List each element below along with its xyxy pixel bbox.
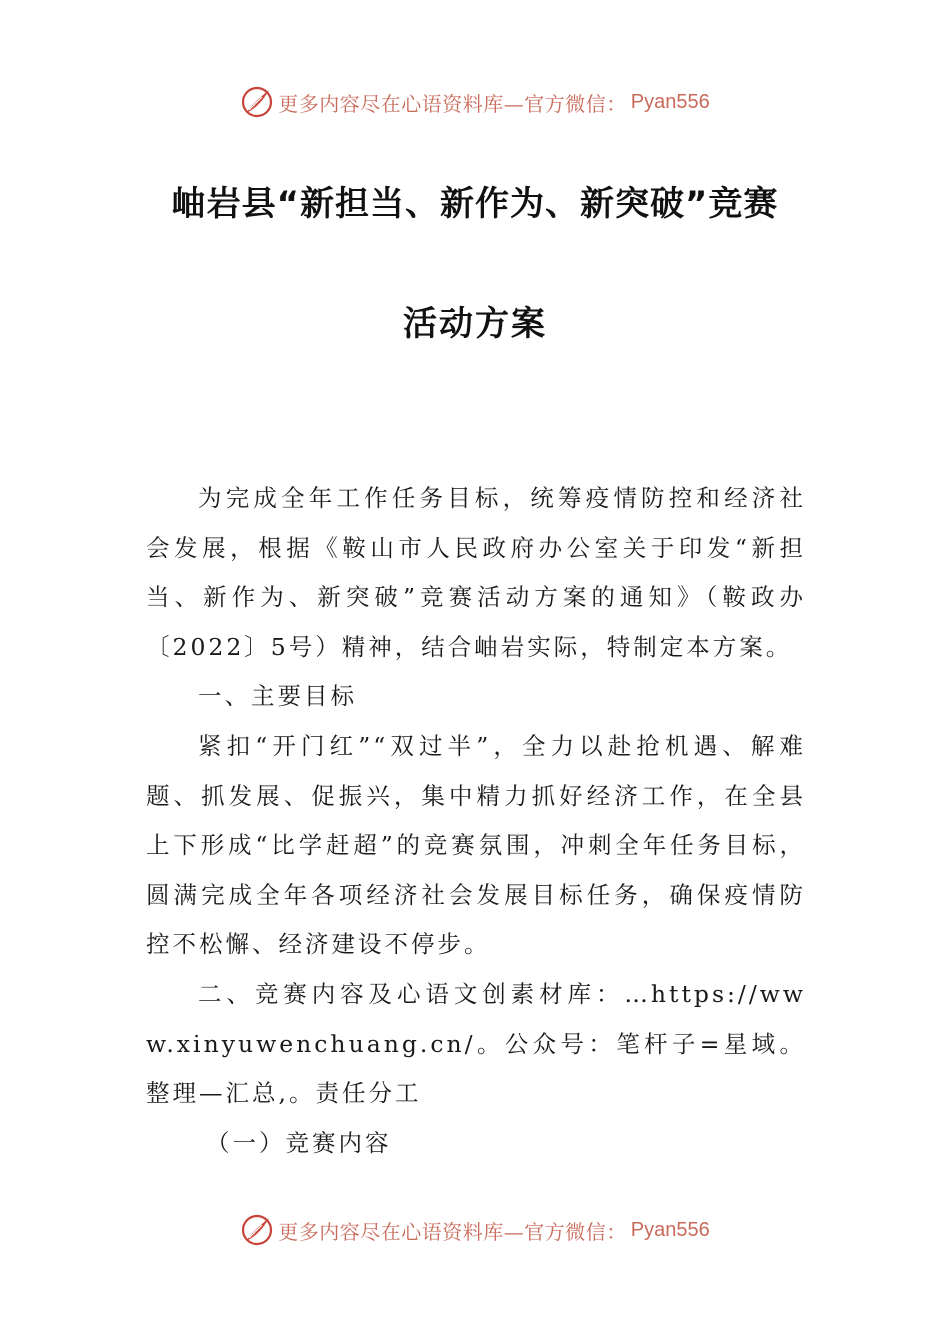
document-title-line1: 岫岩县“新担当、新作为、新突破”竞赛 [171, 184, 779, 224]
watermark-banner-bottom [0, 1210, 950, 1250]
watermark-banner-top [0, 82, 950, 122]
subsection-heading-content: （一）竞赛内容 [206, 1128, 392, 1157]
intro-paragraph: 为完成全年工作任务目标，统筹疫情防控和经济社会发展，根据《鞍山市人民政府办公室关于印发“新担当、新作为、新突破”竞赛活动方案的通知》（鞍政办〔2022〕5号）精神，结合岫岩实际，特制定本方案。 [146, 484, 806, 661]
quill-pen-logo-icon [240, 85, 274, 119]
watermark-handle: Pyan556 [630, 1218, 710, 1241]
watermark-text: 更多内容尽在心语资料库—官方微信： [278, 1219, 627, 1244]
section-heading-main-goals: 一、主要目标 [198, 682, 357, 711]
quill-pen-logo-icon [240, 1213, 274, 1247]
section-heading-content: 二、竞赛内容及心语文创素材库：…https://www.xinyuwenchuang.cn/。公众号：笔杆子=星域。整理—汇总,。责任分工 [146, 979, 806, 1108]
document-body [146, 474, 806, 1168]
watermark-text: 更多内容尽在心语资料库—官方微信： [278, 91, 627, 116]
goals-paragraph: 紧扣“开门红”“双过半”，全力以赴抢机遇、解难题、抓发展、促振兴，集中精力抓好经济工作，在全县上下形成“比学赶超”的竞赛氛围，冲刺全年任务目标，圆满完成全年各项经济社会发展目标任务，确保疫情防控不松懈、经济建设不停步。 [146, 731, 806, 959]
watermark-handle: Pyan556 [630, 90, 710, 113]
document-title-line2: 活动方案 [403, 304, 547, 344]
